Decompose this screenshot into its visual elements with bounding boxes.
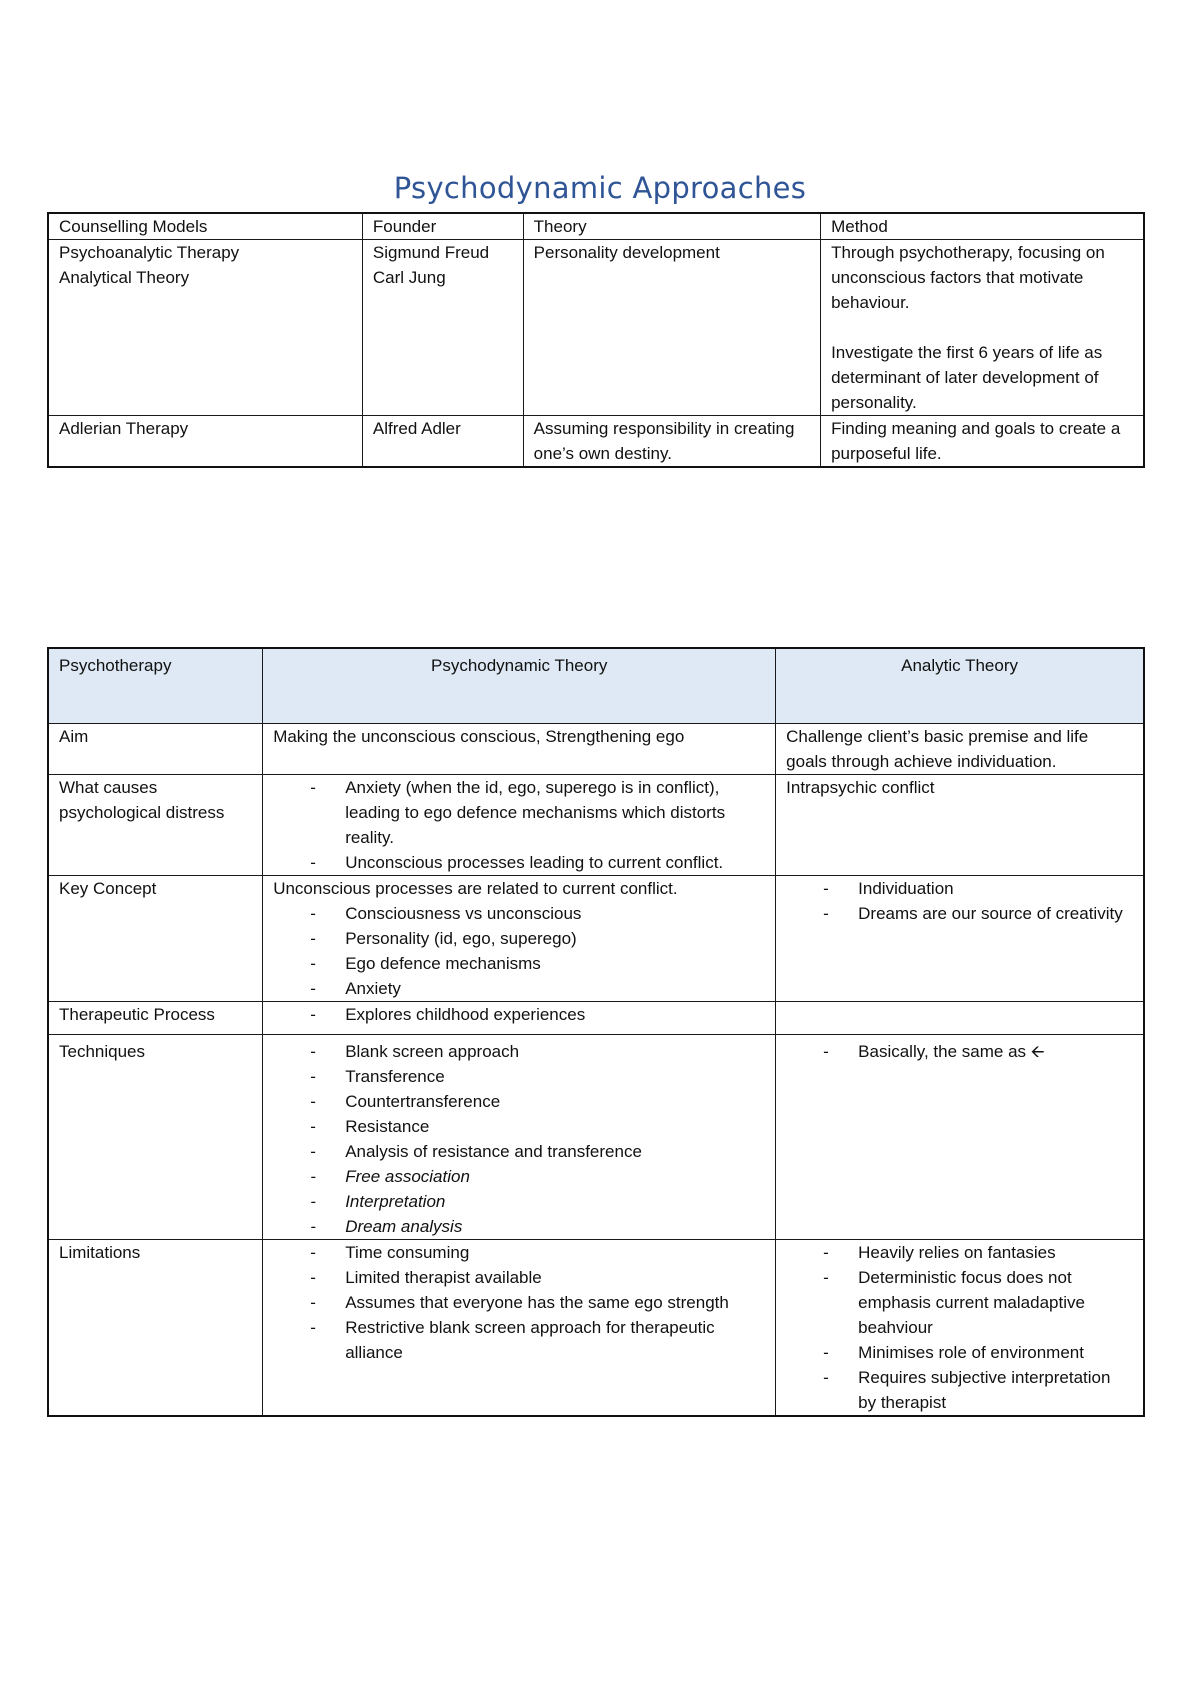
table-row-limitations xyxy=(48,1240,1144,1417)
model-name: Psychoanalytic Therapy xyxy=(59,243,240,262)
row-label: What causes psychological distress xyxy=(48,775,263,876)
list-item: - Transference xyxy=(273,1064,765,1089)
method-cell xyxy=(821,240,1144,416)
column-header: Psychodynamic Theory xyxy=(263,648,776,724)
list-item: - Requires subjective interpretation by therapist xyxy=(786,1365,1133,1415)
model-cell xyxy=(48,416,362,468)
table-row xyxy=(48,240,1144,416)
list-item: - Ego defence mechanisms xyxy=(273,951,765,976)
psychodynamic-cell xyxy=(263,1002,776,1035)
analytic-cell: Challenge client’s basic premise and life goals through achieve individuation. xyxy=(776,724,1144,775)
list-item: - Free association xyxy=(273,1164,765,1189)
list-item: - Interpretation xyxy=(273,1189,765,1214)
list-item: - Deterministic focus does not emphasis current maladaptive beahviour xyxy=(786,1265,1133,1340)
table-row-aim xyxy=(48,724,1144,775)
table-row xyxy=(48,416,1144,468)
analytic-cell xyxy=(776,876,1144,1002)
row-label: Therapeutic Process xyxy=(48,1002,263,1035)
theory-cell: Personality development xyxy=(523,240,820,416)
list-item: - Explores childhood experiences xyxy=(273,1002,765,1027)
model-name: Analytical Theory xyxy=(59,268,190,287)
column-header: Analytic Theory xyxy=(776,648,1144,724)
method-cell xyxy=(821,416,1144,468)
founder-cell xyxy=(362,240,523,416)
column-header: Psychotherapy xyxy=(48,648,263,724)
table-row-key-concept xyxy=(48,876,1144,1002)
model-name: Adlerian Therapy xyxy=(59,419,189,438)
list-item: - Restrictive blank screen approach for therapeutic alliance xyxy=(273,1315,765,1365)
list-item: - Time consuming xyxy=(273,1240,765,1265)
psychodynamic-cell xyxy=(263,1240,776,1417)
psychodynamic-cell xyxy=(263,1035,776,1240)
model-cell xyxy=(48,240,362,416)
founder-name: Alfred Adler xyxy=(372,419,461,438)
column-header: Theory xyxy=(523,213,820,240)
list-item: - Countertransference xyxy=(273,1089,765,1114)
table-row-distress xyxy=(48,775,1144,876)
list-item: - Dream analysis xyxy=(273,1214,765,1239)
list-item: - Anxiety xyxy=(273,976,765,1001)
list-item: - Individuation xyxy=(786,876,1133,901)
psychodynamic-cell xyxy=(263,775,776,876)
cell-intro: Unconscious processes are related to current conflict. xyxy=(273,879,678,898)
list-item: - Assumes that everyone has the same ego strength xyxy=(273,1290,765,1315)
table-header-row xyxy=(48,648,1144,724)
method-text: Through psychotherapy, focusing on unconscious factors that motivate behaviour. xyxy=(831,243,1105,312)
method-text: Investigate the first 6 years of life as determinant of later development of personality. xyxy=(831,343,1103,412)
analytic-cell xyxy=(776,1002,1144,1035)
psychotherapy-comparison-table xyxy=(47,647,1145,1417)
theory-cell: Assuming responsibility in creating one’s own destiny. xyxy=(523,416,820,468)
row-label: Limitations xyxy=(48,1240,263,1417)
list-item: - Unconscious processes leading to current conflict. xyxy=(273,850,765,875)
founder-name: Carl Jung xyxy=(372,268,446,287)
founder-name: Sigmund Freud xyxy=(372,243,490,262)
row-label: Key Concept xyxy=(48,876,263,1002)
list-item: - Heavily relies on fantasies xyxy=(786,1240,1133,1265)
table-row-techniques xyxy=(48,1035,1144,1240)
list-item: - Personality (id, ego, superego) xyxy=(273,926,765,951)
column-header: Counselling Models xyxy=(48,213,362,240)
analytic-cell xyxy=(776,1240,1144,1417)
column-header: Method xyxy=(821,213,1144,240)
list-item: - Resistance xyxy=(273,1114,765,1139)
page-title: Psychodynamic Approaches xyxy=(393,171,807,205)
list-item: - Dreams are our source of creativity xyxy=(786,901,1133,926)
analytic-cell: Intrapsychic conflict xyxy=(776,775,1144,876)
table-row-therapeutic-process xyxy=(48,1002,1144,1035)
list-item: - Anxiety (when the id, ego, superego is in conflict), leading to ego defence mechanisms which distorts reality. xyxy=(273,775,765,850)
psychodynamic-cell: Making the unconscious conscious, Strengthening ego xyxy=(263,724,776,775)
table-header-row xyxy=(48,213,1144,240)
list-item: - Consciousness vs unconscious xyxy=(273,901,765,926)
list-item: - Blank screen approach xyxy=(273,1039,765,1064)
analytic-cell xyxy=(776,1035,1144,1240)
list-item: - Analysis of resistance and transference xyxy=(273,1139,765,1164)
method-text: Finding meaning and goals to create a purposeful life. xyxy=(831,419,1121,463)
list-item: - Minimises role of environment xyxy=(786,1340,1133,1365)
row-label: Aim xyxy=(48,724,263,775)
psychodynamic-cell xyxy=(263,876,776,1002)
row-label: Techniques xyxy=(48,1035,263,1240)
list-item: - Basically, the same as 🡨 xyxy=(786,1039,1133,1064)
column-header: Founder xyxy=(362,213,523,240)
founder-cell xyxy=(362,416,523,468)
list-item: - Limited therapist available xyxy=(273,1265,765,1290)
counselling-models-table xyxy=(47,212,1145,468)
